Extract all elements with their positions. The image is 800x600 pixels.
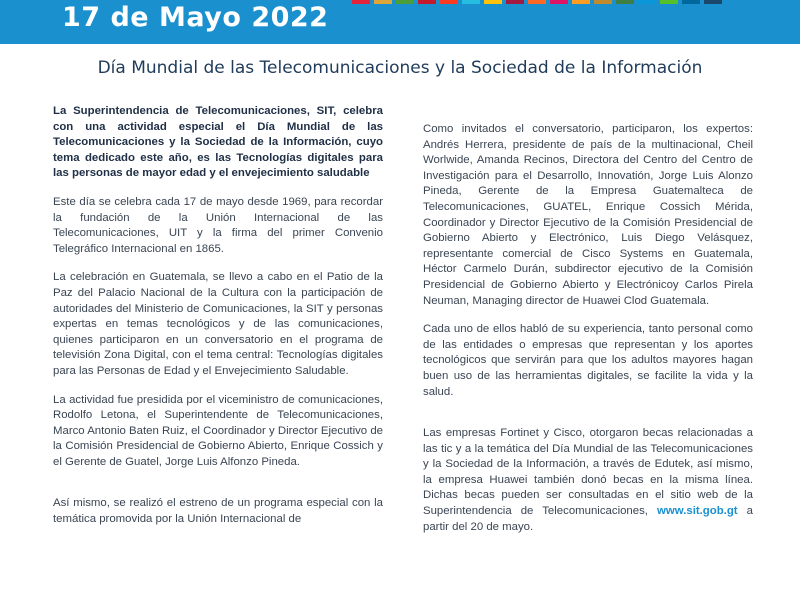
ods-color-swatch (660, 0, 678, 4)
ods-color-swatch (638, 0, 656, 4)
lead-paragraph: La Superintendencia de Telecomunicaciones, SIT, celebra con una actividad especial el Día Mundial de las Telecomunicaciones y la Sociedad de la Información, cuyo tema dedicado este año, es las Tecnologías digitales para las personas de mayor edad y el envejecimiento saludable (53, 105, 383, 180)
ods-color-swatch (594, 0, 612, 4)
ods-color-swatch (528, 0, 546, 4)
paragraph: Así mismo, se realizó el estreno de un programa especial con la temática promovida por la Unión Internacional de (53, 497, 383, 526)
page-subtitle: Día Mundial de las Telecomunicaciones y la Sociedad de la Información (97, 58, 703, 78)
sit-website-link[interactable]: www.sit.gob.gt (657, 505, 738, 518)
ods-color-swatch (616, 0, 634, 4)
ods-color-swatch (352, 0, 370, 4)
paragraph-text: Las empresas Fortinet y Cisco, otorgaron becas relacionadas a las tic y a la temática del Día Mundial de las Telecomunicaciones y la Sociedad de la Información, a través de Edutek, así mismo, la empresa Huawei también donó becas en la misma línea. Dichas becas pueden ser consultadas en el sitio web de la Superintendencia de Telecomunicaciones, (423, 427, 753, 518)
header-date: 17 de Mayo 2022 (62, 2, 329, 33)
paragraph: Como invitados el conversatorio, participaron, los expertos: Andrés Herrera, presidente de país de la multinacional, Cheil Worlwide, Amanda Recinos, Directora del Centro del Centro de Investigación para el Desarrollo, Innovatión, Jorge Luis Alonzo Pineda, Gerente de la Empresa Guatemalteca de Telecomunicaciones, GUATEL, Enrique Cossich Mérida, Coordinador y Director Ejecutivo de la Comisión Presidencial de Gobierno Abierto y Electrónico, Luis Diego Velásquez, representante comercial de Cisco Systems en Guatemala, Héctor Carmelo Durán, subdirector ejecutivo de la Comisión Presidencial de Gobierno Abierto y Electrónicoy Carlos Pirela Neuman, Managing director de Huawei Clod Guatemala. (423, 123, 753, 307)
paragraph: La actividad fue presidida por el viceministro de comunicaciones, Rodolfo Letona, el Superintendente de Telecomunicaciones, Marco Antonio Baten Ruiz, el Coordinador y Director Ejecutivo de la Comisión Presidencial de Gobierno Abierto, Enrique Cossich y el Gerente de Guatel, Jorge Luis Alfonzo Pineda. (53, 393, 383, 468)
paragraph: Cada uno de ellos habló de su experiencia, tanto personal como de las entidades o empresas que representan y los aportes tecnológicos que servirán para que los adultos mayores hagan buen uso de las herramientas digitales, se facilite la vida y la salud. (423, 323, 753, 398)
ods-color-swatch (462, 0, 480, 4)
ods-color-swatch (506, 0, 524, 4)
ods-color-swatch (572, 0, 590, 4)
ods-color-swatch (418, 0, 436, 4)
ods-color-swatch (396, 0, 414, 4)
ods-color-strip (352, 0, 726, 4)
header-band (0, 0, 800, 44)
ods-color-swatch (704, 0, 722, 4)
left-column (53, 104, 383, 541)
paragraph-with-link (423, 426, 753, 535)
ods-color-swatch (484, 0, 502, 4)
ods-color-swatch (682, 0, 700, 4)
ods-color-swatch (440, 0, 458, 4)
paragraph-text-end: a partir del 20 de mayo. (423, 505, 753, 533)
right-column (423, 122, 753, 548)
ods-color-swatch (550, 0, 568, 4)
paragraph: La celebración en Guatemala, se llevo a cabo en el Patio de la Paz del Palacio Nacional de la Cultura con la participación de autoridades del Ministerio de Comunicaciones, la SIT y personas expertas en temas tecnológicos y de las comunicaciones, quienes participaron en un conversatorio en el programa de televisión Zona Digital, con el tema central: Tecnologías digitales para las Personas de Edad y el Envejecimiento Saludable. (53, 271, 383, 377)
paragraph: Este día se celebra cada 17 de mayo desde 1969, para recordar la fundación de la Unión Internacional de las Telecomunicaciones, UIT y la firma del primer Convenio Telegráfico Internacional en 1865. (53, 195, 383, 255)
ods-color-swatch (374, 0, 392, 4)
